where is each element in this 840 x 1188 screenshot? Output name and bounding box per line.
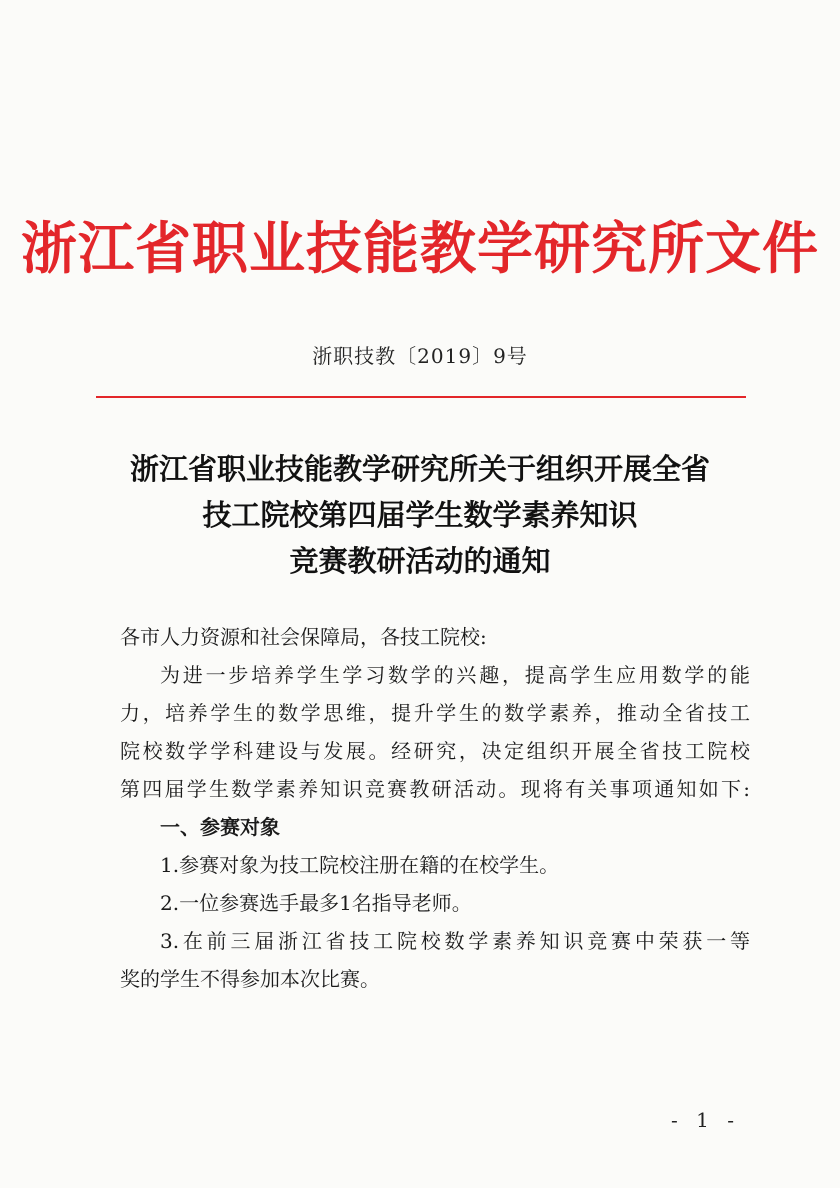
- notice-title: [0, 446, 840, 584]
- notice-body: [120, 618, 750, 998]
- intro-paragraph-line: 力，培养学生的数学思维，提升学生的数学素养，推动全省技工: [120, 701, 750, 725]
- intro-paragraph-line: 院校数学学科建设与发展。经研究，决定组织开展全省技工院校: [120, 739, 750, 763]
- page-number: - 1 -: [671, 1108, 740, 1132]
- notice-title-line: 技工院校第四届学生数学素养知识: [202, 498, 638, 532]
- document-header-title: 浙江省职业技能教学研究所文件: [21, 217, 819, 282]
- list-item: 3.在前三届浙江省技工院校数学素养知识竞赛中荣获一等: [160, 929, 750, 953]
- document-number: 浙职技教〔2019〕9号: [312, 344, 528, 368]
- intro-paragraph-line: 为进一步培养学生学习数学的兴趣，提高学生应用数学的能: [160, 663, 750, 687]
- intro-paragraph-line: 第四届学生数学素养知识竞赛教研活动。现将有关事项通知如下:: [120, 777, 750, 801]
- salutation: 各市人力资源和社会保障局，各技工院校:: [120, 625, 487, 649]
- notice-title-line: 竞赛教研活动的通知: [289, 544, 551, 578]
- list-item: 1.参赛对象为技工院校注册在籍的在校学生。: [160, 853, 560, 877]
- list-item-continuation: 奖的学生不得参加本次比赛。: [120, 967, 380, 991]
- notice-title-line: 浙江省职业技能教学研究所关于组织开展全省: [129, 452, 710, 486]
- red-divider-line: [96, 396, 746, 398]
- section-heading: 一、参赛对象: [160, 815, 280, 839]
- list-item: 2.一位参赛选手最多1名指导老师。: [160, 891, 472, 915]
